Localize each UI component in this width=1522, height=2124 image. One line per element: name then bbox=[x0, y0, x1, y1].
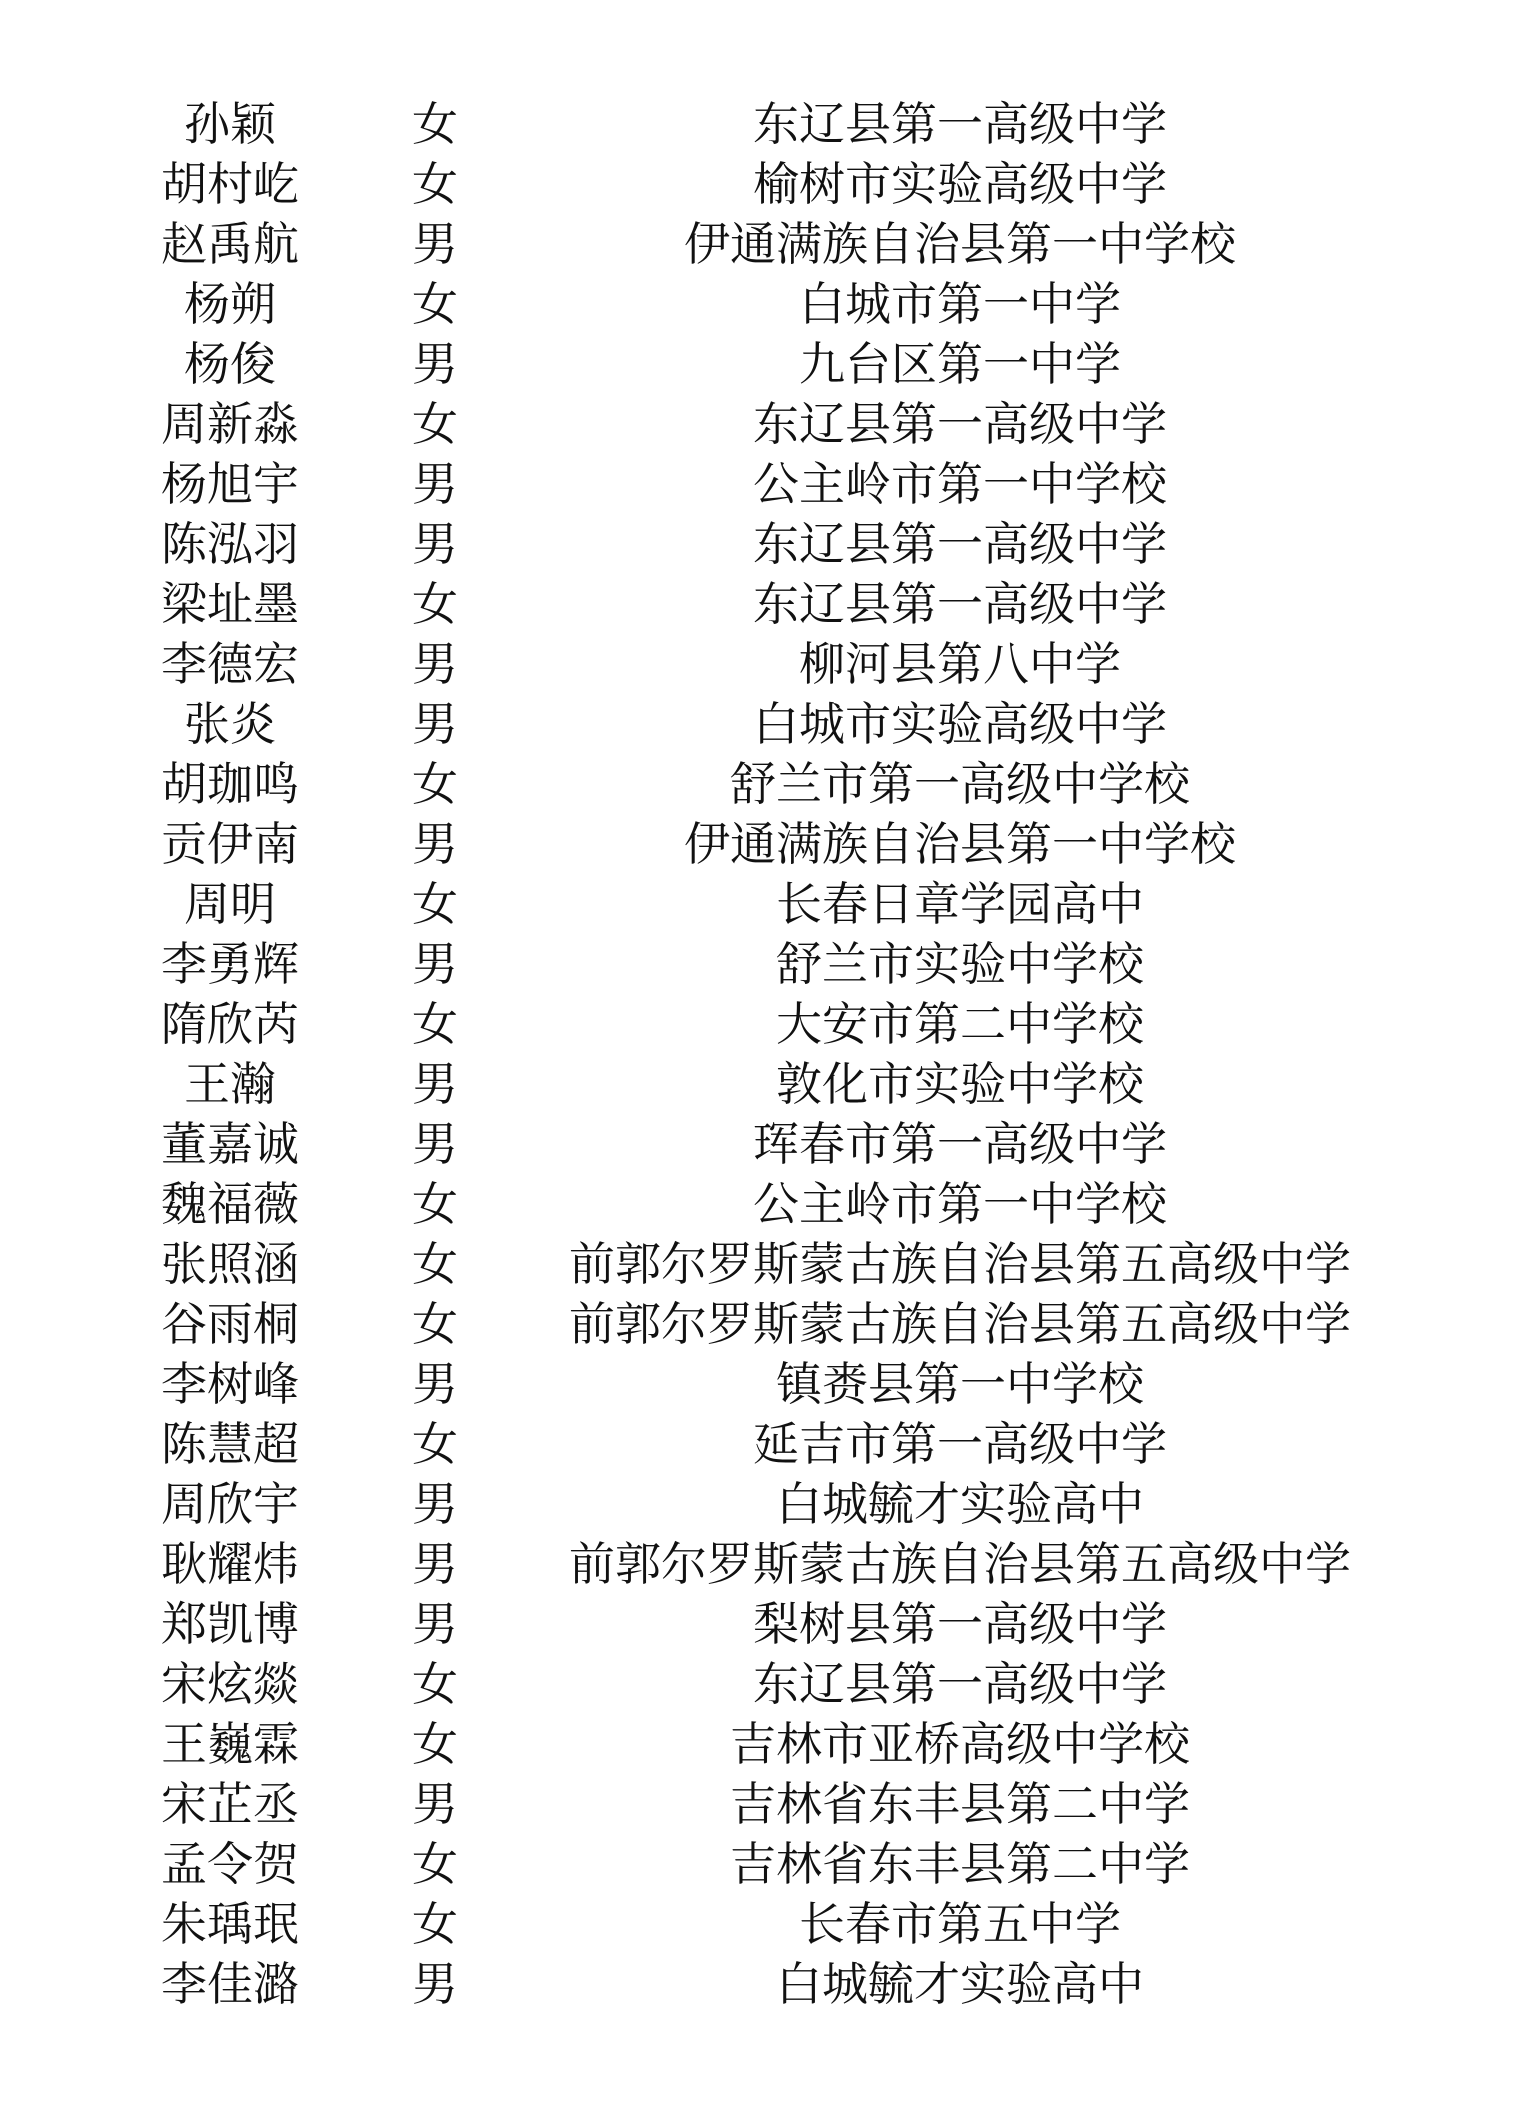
student-school: 舒兰市实验中学校 bbox=[776, 937, 1144, 991]
student-name: 杨俊 bbox=[184, 337, 276, 391]
student-roster bbox=[0, 94, 1522, 2014]
student-gender: 女 bbox=[412, 157, 458, 211]
table-row bbox=[0, 1654, 1522, 1714]
student-school: 吉林市亚桥高级中学校 bbox=[730, 1717, 1190, 1771]
table-row bbox=[0, 1414, 1522, 1474]
student-name: 张照涵 bbox=[161, 1237, 299, 1291]
student-school: 伊通满族自治县第一中学校 bbox=[684, 817, 1236, 871]
student-school: 前郭尔罗斯蒙古族自治县第五高级中学 bbox=[569, 1297, 1351, 1351]
student-school: 大安市第二中学校 bbox=[776, 997, 1144, 1051]
student-name: 胡珈鸣 bbox=[161, 757, 299, 811]
student-name: 杨旭宇 bbox=[161, 457, 299, 511]
student-school: 东辽县第一高级中学 bbox=[753, 397, 1167, 451]
student-school: 敦化市实验中学校 bbox=[776, 1057, 1144, 1111]
student-school: 吉林省东丰县第二中学 bbox=[730, 1837, 1190, 1891]
table-row bbox=[0, 94, 1522, 154]
table-row bbox=[0, 1714, 1522, 1774]
student-school: 公主岭市第一中学校 bbox=[753, 1177, 1167, 1231]
student-name: 梁址墨 bbox=[161, 577, 299, 631]
student-name: 王瀚 bbox=[184, 1057, 276, 1111]
student-school: 白城毓才实验高中 bbox=[776, 1957, 1144, 2011]
student-gender: 男 bbox=[412, 637, 458, 691]
student-gender: 男 bbox=[412, 1537, 458, 1591]
student-gender: 女 bbox=[412, 1657, 458, 1711]
student-name: 周欣宇 bbox=[161, 1477, 299, 1531]
table-row bbox=[0, 274, 1522, 334]
student-gender: 女 bbox=[412, 1177, 458, 1231]
student-school: 白城毓才实验高中 bbox=[776, 1477, 1144, 1531]
table-row bbox=[0, 1234, 1522, 1294]
student-name: 张炎 bbox=[184, 697, 276, 751]
student-gender: 男 bbox=[412, 817, 458, 871]
table-row bbox=[0, 1174, 1522, 1234]
student-school: 前郭尔罗斯蒙古族自治县第五高级中学 bbox=[569, 1537, 1351, 1591]
student-gender: 女 bbox=[412, 1417, 458, 1471]
student-gender: 女 bbox=[412, 277, 458, 331]
student-school: 长春市第五中学 bbox=[799, 1897, 1121, 1951]
student-gender: 男 bbox=[412, 517, 458, 571]
student-school: 九台区第一中学 bbox=[799, 337, 1121, 391]
student-school: 东辽县第一高级中学 bbox=[753, 97, 1167, 151]
student-name: 李佳潞 bbox=[161, 1957, 299, 2011]
student-name: 宋炫燚 bbox=[161, 1657, 299, 1711]
table-row bbox=[0, 394, 1522, 454]
student-gender: 男 bbox=[412, 1057, 458, 1111]
table-row bbox=[0, 1294, 1522, 1354]
table-row bbox=[0, 1534, 1522, 1594]
student-gender: 男 bbox=[412, 337, 458, 391]
student-gender: 男 bbox=[412, 217, 458, 271]
table-row bbox=[0, 754, 1522, 814]
student-name: 孙颖 bbox=[184, 97, 276, 151]
student-name: 魏福薇 bbox=[161, 1177, 299, 1231]
table-row bbox=[0, 214, 1522, 274]
student-school: 东辽县第一高级中学 bbox=[753, 1657, 1167, 1711]
student-school: 榆树市实验高级中学 bbox=[753, 157, 1167, 211]
student-gender: 女 bbox=[412, 577, 458, 631]
table-row bbox=[0, 1474, 1522, 1534]
student-name: 朱瑀珉 bbox=[161, 1897, 299, 1951]
student-school: 长春日章学园高中 bbox=[776, 877, 1144, 931]
student-school: 镇赉县第一中学校 bbox=[776, 1357, 1144, 1411]
student-gender: 女 bbox=[412, 877, 458, 931]
student-name: 李德宏 bbox=[161, 637, 299, 691]
table-row bbox=[0, 454, 1522, 514]
table-row bbox=[0, 634, 1522, 694]
student-name: 杨朔 bbox=[184, 277, 276, 331]
student-gender: 女 bbox=[412, 997, 458, 1051]
student-gender: 女 bbox=[412, 97, 458, 151]
student-name: 李勇辉 bbox=[161, 937, 299, 991]
student-name: 胡村屹 bbox=[161, 157, 299, 211]
student-school: 梨树县第一高级中学 bbox=[753, 1597, 1167, 1651]
student-name: 陈慧超 bbox=[161, 1417, 299, 1471]
student-gender: 女 bbox=[412, 1297, 458, 1351]
student-gender: 女 bbox=[412, 757, 458, 811]
student-name: 王巍霖 bbox=[161, 1717, 299, 1771]
student-school: 白城市第一中学 bbox=[799, 277, 1121, 331]
student-school: 东辽县第一高级中学 bbox=[753, 577, 1167, 631]
student-name: 赵禹航 bbox=[161, 217, 299, 271]
student-name: 周新淼 bbox=[161, 397, 299, 451]
student-name: 孟令贺 bbox=[161, 1837, 299, 1891]
table-row bbox=[0, 934, 1522, 994]
student-school: 柳河县第八中学 bbox=[799, 637, 1121, 691]
table-row bbox=[0, 814, 1522, 874]
table-row bbox=[0, 1114, 1522, 1174]
student-gender: 女 bbox=[412, 397, 458, 451]
student-name: 谷雨桐 bbox=[161, 1297, 299, 1351]
student-name: 隋欣芮 bbox=[161, 997, 299, 1051]
student-gender: 男 bbox=[412, 697, 458, 751]
table-row bbox=[0, 1354, 1522, 1414]
table-row bbox=[0, 1054, 1522, 1114]
student-name: 耿耀炜 bbox=[161, 1537, 299, 1591]
student-school: 白城市实验高级中学 bbox=[753, 697, 1167, 751]
student-gender: 男 bbox=[412, 457, 458, 511]
student-gender: 男 bbox=[412, 1477, 458, 1531]
student-name: 郑凯博 bbox=[161, 1597, 299, 1651]
student-school: 延吉市第一高级中学 bbox=[753, 1417, 1167, 1471]
table-row bbox=[0, 574, 1522, 634]
student-name: 宋芷丞 bbox=[161, 1777, 299, 1831]
student-school: 珲春市第一高级中学 bbox=[753, 1117, 1167, 1171]
table-row bbox=[0, 994, 1522, 1054]
student-school: 公主岭市第一中学校 bbox=[753, 457, 1167, 511]
student-school: 伊通满族自治县第一中学校 bbox=[684, 217, 1236, 271]
table-row bbox=[0, 1594, 1522, 1654]
student-name: 董嘉诚 bbox=[161, 1117, 299, 1171]
student-gender: 男 bbox=[412, 1117, 458, 1171]
student-gender: 男 bbox=[412, 1597, 458, 1651]
student-school: 吉林省东丰县第二中学 bbox=[730, 1777, 1190, 1831]
student-name: 陈泓羽 bbox=[161, 517, 299, 571]
student-gender: 女 bbox=[412, 1237, 458, 1291]
table-row bbox=[0, 1834, 1522, 1894]
student-name: 周明 bbox=[184, 877, 276, 931]
student-gender: 女 bbox=[412, 1897, 458, 1951]
student-school: 前郭尔罗斯蒙古族自治县第五高级中学 bbox=[569, 1237, 1351, 1291]
student-school: 东辽县第一高级中学 bbox=[753, 517, 1167, 571]
student-name: 贡伊南 bbox=[161, 817, 299, 871]
student-gender: 男 bbox=[412, 1357, 458, 1411]
student-gender: 女 bbox=[412, 1717, 458, 1771]
table-row bbox=[0, 694, 1522, 754]
student-gender: 男 bbox=[412, 1777, 458, 1831]
student-school: 舒兰市第一高级中学校 bbox=[730, 757, 1190, 811]
table-row bbox=[0, 874, 1522, 934]
table-row bbox=[0, 154, 1522, 214]
table-row bbox=[0, 1954, 1522, 2014]
table-row bbox=[0, 1774, 1522, 1834]
table-row bbox=[0, 1894, 1522, 1954]
student-name: 李树峰 bbox=[161, 1357, 299, 1411]
student-gender: 男 bbox=[412, 1957, 458, 2011]
table-row bbox=[0, 334, 1522, 394]
student-gender: 男 bbox=[412, 937, 458, 991]
table-row bbox=[0, 514, 1522, 574]
student-gender: 女 bbox=[412, 1837, 458, 1891]
